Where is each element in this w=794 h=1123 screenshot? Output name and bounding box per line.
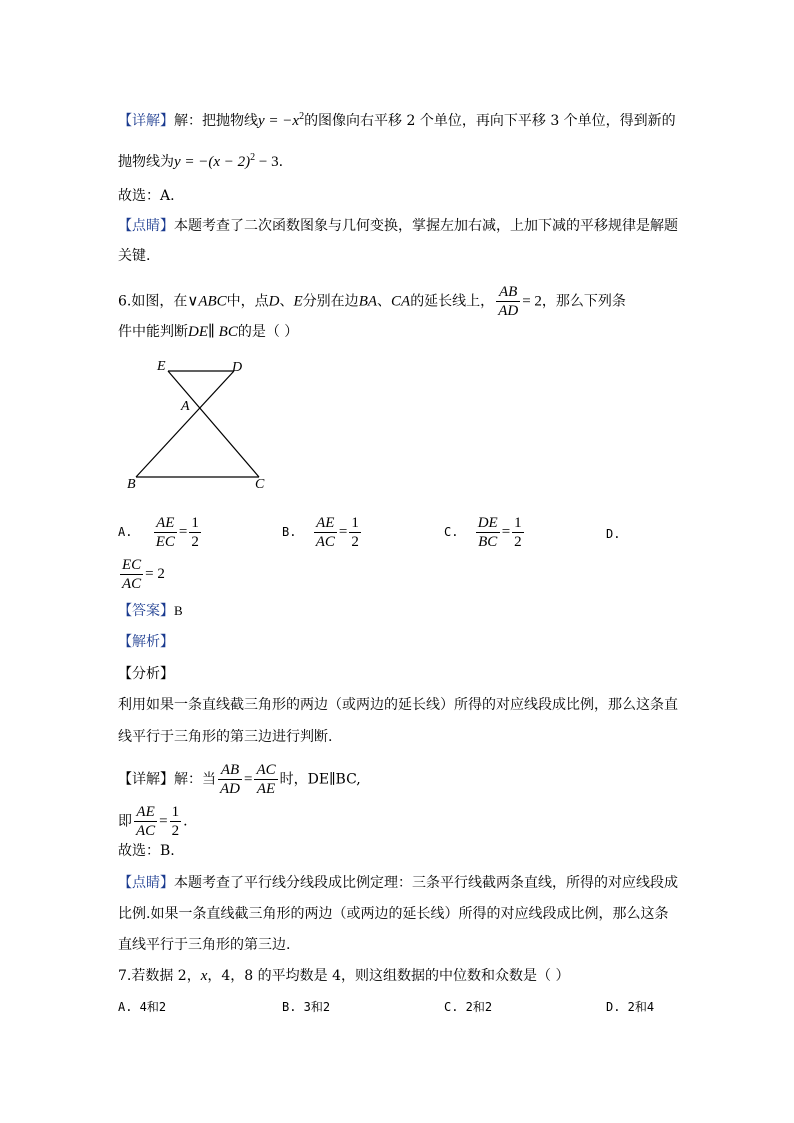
q7-option-a[interactable]: A. 4和2 xyxy=(118,1000,167,1014)
q5-equation-1: $y = -x^2$ xyxy=(258,111,305,129)
q7-option-d[interactable]: D. 2和4 xyxy=(606,1000,655,1014)
q6-comment-line-2: 比例.如果一条直线截三角形的两边（或两边的延长线）所得的对应线段成比例，那么这条 xyxy=(118,906,669,922)
q6-answer: B xyxy=(174,603,183,618)
segment-ec xyxy=(168,371,259,477)
triangle-symbol: ∨ABC xyxy=(187,293,227,310)
comment-tag: 【点睛】 xyxy=(118,218,174,234)
q5-detail-line xyxy=(118,107,676,131)
q6-comment-line: 【点睛】本题考查了平行线分线段成比例定理：三条平行线截两条直线，所得的对应线段成 xyxy=(118,875,678,891)
label-c: C xyxy=(255,477,265,492)
q6-ji-line: 即 $\frac{AE}{AC}$ = $\frac{1}{2}$ . xyxy=(118,804,188,839)
label-d: D xyxy=(232,360,243,375)
q7-stem-line: 7.若数据 2，x，4，8 的平均数是 4，则这组数据的中位数和众数是（ ） xyxy=(118,968,570,984)
q6-option-c[interactable]: C. $\frac{DE}{BC}$ = $\frac{1}{2}$ xyxy=(444,515,522,550)
q6-stem-line: 6.如图，在∨ABC中，点D、E分别在边BA、CA的延长线上， $\frac{AB}{AD}$ = 2，那么下列条 xyxy=(118,284,626,319)
triangle-figure xyxy=(118,352,278,497)
q5-choice: 故选：A. xyxy=(118,188,175,204)
q5-detail-pre: 解：把抛物线 xyxy=(174,113,258,129)
q5-result-line: 抛物线为$y = -(x - 2)^2 - 3$. xyxy=(118,152,284,170)
label-a: A xyxy=(181,399,190,414)
q7-option-b[interactable]: B. 3和2 xyxy=(282,1000,331,1014)
answer-tag: 【答案】 xyxy=(118,603,174,619)
label-e: E xyxy=(157,359,166,374)
detail-tag: 【详解】 xyxy=(118,113,174,129)
q6-option-d-letter[interactable]: D. xyxy=(606,527,621,541)
ratio-fraction: $\frac{AB}{AD}$ xyxy=(498,284,519,319)
q6-stem-line-2: 件中能判断DE∥ BC的是（ ） xyxy=(118,324,299,340)
q6-fenxi-line-2: 线平行于三角形的第三边进行判断. xyxy=(118,729,333,745)
q6-choice: 故选：B. xyxy=(118,843,175,859)
q5-equation-2: $y = -(x - 2)^2 - 3$ xyxy=(174,152,279,170)
segment-db xyxy=(136,371,234,477)
parallel-notation: DE∥ BC xyxy=(188,324,238,340)
q6-option-d-fraction[interactable]: $\frac{EC}{AC}$ = 2 xyxy=(122,557,165,592)
analysis-tag: 【解析】 xyxy=(118,634,174,650)
q5-line2-pre: 抛物线为 xyxy=(118,154,174,170)
q6-answer-line xyxy=(118,601,183,621)
q6-comment-line-3: 直线平行于三角形的第三边. xyxy=(118,937,291,953)
q5-comment-line-2: 关键. xyxy=(118,248,151,264)
q6-option-a[interactable]: A. $\frac{AE}{EC}$ = $\frac{1}{2}$ xyxy=(118,515,199,550)
q6-detail-line: 【详解】解：当 $\frac{AB}{AD}$ = $\frac{AC}{AE}$ 时，DE∥BC, xyxy=(118,762,361,797)
q5-comment-line: 【点睛】本题考查了二次函数图象与几何变换，掌握左加右减，上加下减的平移规律是解题 xyxy=(118,218,678,234)
q6-fenxi-line: 利用如果一条直线截三角形的两边（或两边的延长线）所得的对应线段成比例，那么这条直 xyxy=(118,697,678,713)
label-b: B xyxy=(127,477,136,492)
q6-option-b[interactable]: B. $\frac{AE}{AC}$ = $\frac{1}{2}$ xyxy=(282,515,359,550)
q5-detail-mid: 的图像向右平移 2 个单位，再向下平移 3 个单位，得到新的 xyxy=(304,113,676,129)
fenxi-tag: 【分析】 xyxy=(118,666,174,682)
q7-option-c[interactable]: C. 2和2 xyxy=(444,1000,493,1014)
